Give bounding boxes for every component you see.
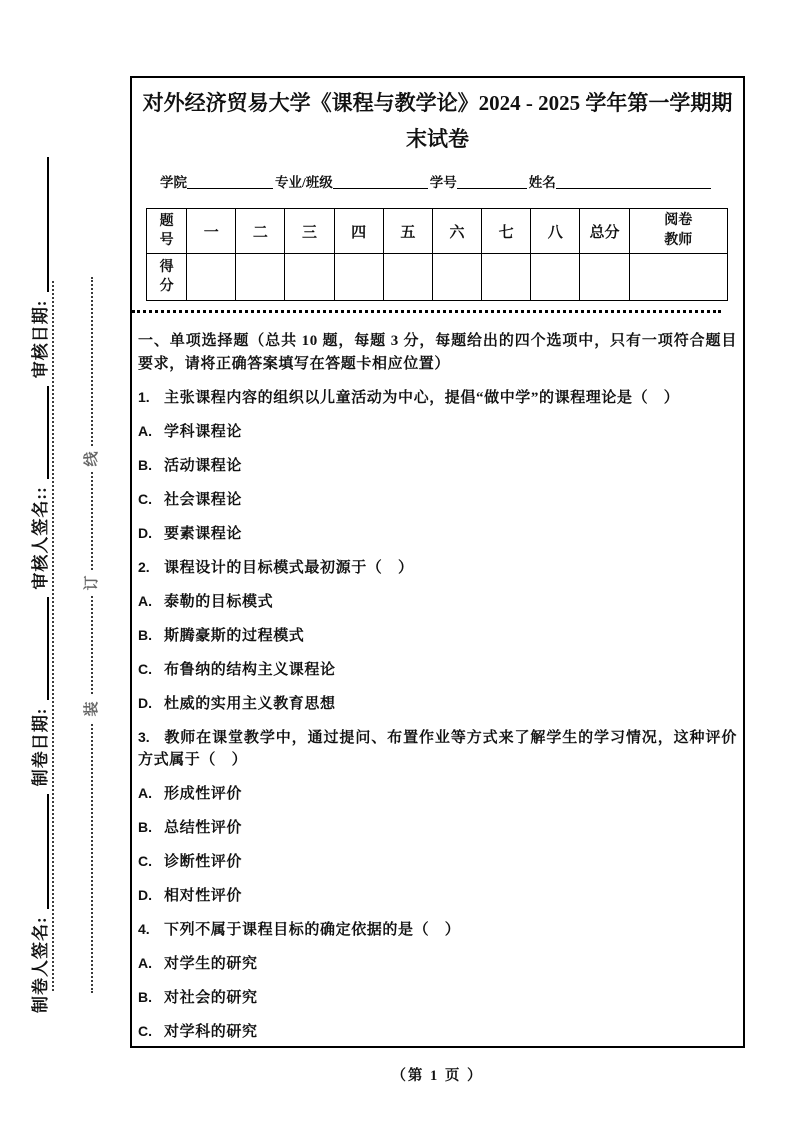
option-letter: B. bbox=[138, 457, 152, 473]
page-footer: （第 1 页 ） bbox=[391, 1068, 484, 1084]
field-blank-student-id bbox=[457, 188, 527, 189]
exam-title-line1: 对外经济贸易大学《课程与教学论》2024 - 2025 学年第一学期期 bbox=[142, 91, 733, 115]
exam-title-line2: 末试卷 bbox=[406, 127, 469, 151]
binding-char-xian: 线 bbox=[81, 446, 103, 472]
student-info-row bbox=[160, 170, 713, 191]
margin-label-reviewer-signature: 审核人签名:: bbox=[30, 486, 50, 590]
score-table-col-1: 一 bbox=[187, 209, 236, 254]
option-text: 对学科的研究 bbox=[164, 1024, 258, 1040]
score-cell bbox=[531, 254, 580, 301]
option-text: 对社会的研究 bbox=[164, 990, 258, 1006]
option-letter: D. bbox=[138, 525, 152, 541]
option-text: 杜威的实用主义教育思想 bbox=[164, 696, 336, 712]
score-table-col-7: 七 bbox=[482, 209, 531, 254]
score-table-col-2: 二 bbox=[236, 209, 285, 254]
question-number: 4. bbox=[138, 921, 150, 937]
question-1-option-d bbox=[138, 522, 737, 545]
question-2 bbox=[138, 556, 737, 579]
question-number: 2. bbox=[138, 559, 150, 575]
score-table-total-header: 总分 bbox=[580, 209, 629, 254]
field-blank-major-class bbox=[333, 188, 428, 189]
option-letter: C. bbox=[138, 661, 152, 677]
margin-label-paper-maker-date: 制卷日期: bbox=[30, 707, 50, 787]
binding-dotted-line-left bbox=[52, 281, 54, 991]
score-cell bbox=[285, 254, 334, 301]
option-text: 学科课程论 bbox=[164, 424, 243, 440]
score-cell bbox=[629, 254, 727, 301]
question-3-option-b bbox=[138, 816, 737, 839]
margin-label-review-date: 审核日期: bbox=[30, 299, 50, 379]
score-cell bbox=[383, 254, 432, 301]
option-text: 社会课程论 bbox=[164, 492, 243, 508]
question-3-option-d bbox=[138, 884, 737, 907]
score-table-col-4: 四 bbox=[334, 209, 383, 254]
field-label-name: 姓名 bbox=[528, 175, 556, 190]
question-text: 下列不属于课程目标的确定依据的是（ ） bbox=[164, 922, 461, 938]
option-text: 泰勒的目标模式 bbox=[164, 594, 274, 610]
question-2-option-b bbox=[138, 624, 737, 647]
score-table-col-8: 八 bbox=[531, 209, 580, 254]
option-letter: A. bbox=[138, 955, 152, 971]
question-2-option-a bbox=[138, 590, 737, 613]
score-cell bbox=[187, 254, 236, 301]
option-letter: C. bbox=[138, 853, 152, 869]
question-1-option-c bbox=[138, 488, 737, 511]
score-cell bbox=[432, 254, 481, 301]
question-4-option-c bbox=[138, 1020, 737, 1043]
option-text: 要素课程论 bbox=[164, 526, 243, 542]
score-table-question-no-header: 题号 bbox=[147, 209, 187, 254]
field-blank-college bbox=[187, 188, 273, 189]
signature-blank-line bbox=[40, 386, 49, 479]
option-letter: D. bbox=[138, 695, 152, 711]
option-letter: B. bbox=[138, 627, 152, 643]
score-cell bbox=[334, 254, 383, 301]
option-text: 斯腾豪斯的过程模式 bbox=[164, 628, 305, 644]
option-letter: C. bbox=[138, 1023, 152, 1039]
score-row-header: 得分 bbox=[147, 254, 187, 301]
margin-label-paper-maker-signature: 制卷人签名: bbox=[30, 916, 50, 1013]
section-heading: 一、单项选择题（总共 10 题，每题 3 分，每题给出的四个选项中，只有一项符合题目要求，请将正确答案填写在答题卡相应位置） bbox=[138, 333, 737, 372]
question-4-option-a bbox=[138, 952, 737, 975]
binding-dotted-line-right bbox=[91, 277, 93, 993]
option-text: 对学生的研究 bbox=[164, 956, 258, 972]
question-2-option-d bbox=[138, 692, 737, 715]
question-number: 3. bbox=[138, 729, 150, 745]
field-label-major-class: 专业/班级 bbox=[275, 175, 333, 190]
question-3 bbox=[138, 726, 737, 771]
dotted-separator bbox=[132, 310, 721, 313]
question-1 bbox=[138, 386, 737, 409]
question-number: 1. bbox=[138, 389, 150, 405]
signature-blank-line bbox=[40, 794, 49, 909]
question-text: 课程设计的目标模式最初源于（ ） bbox=[164, 560, 414, 576]
question-text: 教师在课堂教学中，通过提问、布置作业等方式来了解学生的学习情况，这种评价方式属于（ ） bbox=[138, 730, 737, 768]
score-table-grader-header: 阅卷教师 bbox=[629, 209, 727, 254]
question-2-option-c bbox=[138, 658, 737, 681]
option-letter: D. bbox=[138, 887, 152, 903]
option-letter: A. bbox=[138, 785, 152, 801]
option-letter: A. bbox=[138, 593, 152, 609]
score-table-col-5: 五 bbox=[383, 209, 432, 254]
field-label-college: 学院 bbox=[160, 175, 187, 190]
question-3-option-c bbox=[138, 850, 737, 873]
option-text: 形成性评价 bbox=[164, 786, 243, 802]
option-letter: C. bbox=[138, 491, 152, 507]
field-label-student-id: 学号 bbox=[429, 175, 457, 190]
score-table-col-6: 六 bbox=[432, 209, 481, 254]
question-text: 主张课程内容的组织以儿童活动为中心，提倡“做中学”的课程理论是（ ） bbox=[164, 390, 680, 406]
score-table-col-3: 三 bbox=[285, 209, 334, 254]
binding-char-zhuang: 装 bbox=[81, 696, 103, 722]
signature-blank-line bbox=[40, 157, 49, 292]
signature-blank-line bbox=[40, 597, 49, 700]
question-4-option-b bbox=[138, 986, 737, 1009]
option-letter: A. bbox=[138, 423, 152, 439]
question-1-option-a bbox=[138, 420, 737, 443]
score-cell bbox=[580, 254, 629, 301]
score-table bbox=[146, 208, 728, 301]
binding-char-ding: 订 bbox=[81, 570, 103, 596]
option-letter: B. bbox=[138, 989, 152, 1005]
question-4 bbox=[138, 918, 737, 941]
option-text: 相对性评价 bbox=[164, 888, 243, 904]
option-letter: B. bbox=[138, 819, 152, 835]
field-blank-name bbox=[556, 188, 711, 189]
margin-signature-column bbox=[22, 157, 54, 1013]
score-cell bbox=[482, 254, 531, 301]
exam-frame bbox=[130, 76, 745, 1048]
question-3-option-a bbox=[138, 782, 737, 805]
option-text: 总结性评价 bbox=[164, 820, 243, 836]
option-text: 布鲁纳的结构主义课程论 bbox=[164, 662, 336, 678]
question-content bbox=[138, 330, 737, 1043]
option-text: 诊断性评价 bbox=[164, 854, 243, 870]
option-text: 活动课程论 bbox=[164, 458, 243, 474]
score-cell bbox=[236, 254, 285, 301]
question-1-option-b bbox=[138, 454, 737, 477]
